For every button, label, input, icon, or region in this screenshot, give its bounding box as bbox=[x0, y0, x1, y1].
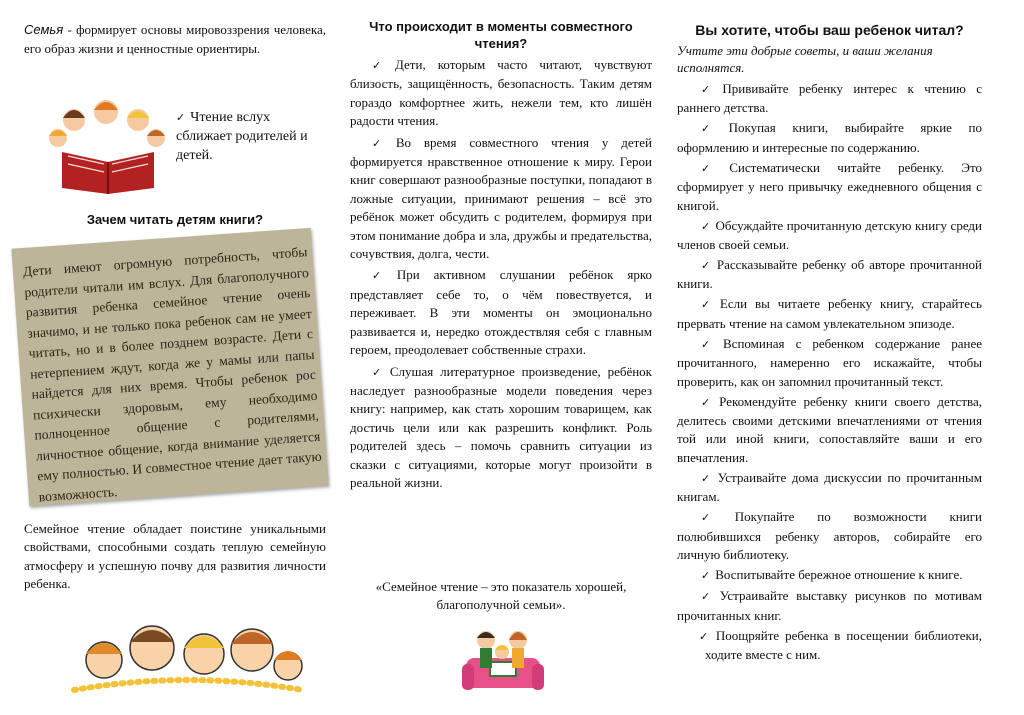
list-item bbox=[677, 295, 982, 333]
checkmark-icon: ✓ bbox=[701, 590, 715, 604]
note-text: Дети имеют огромную потребность, чтобы родители читали им вслух. Для благополучного развития ребенка семейное чтение очень значимо, и не только пока ребенок сам не умеет читать, но и в более позднем возрасте. Дети с нетерпением ждут, когда же у мамы или папы найдется для них время. Чтобы ребенок рос психически здоровым, ему необходимо полноценное общение с родителями, личностное общение, когда внимание уделяется ему полностью. И совместное чтение дает такую возможность. bbox=[22, 244, 323, 504]
list-item bbox=[677, 469, 982, 507]
checkmark-icon: ✓ bbox=[372, 59, 391, 72]
list-item-text: Если вы читаете ребенку книгу, старайтесь прервать чтение на самом увлекательном эпизоде. bbox=[677, 296, 982, 331]
list-item-text: Рекомендуйте ребенку книги своего детства, делитесь своими детскими впечатлениями от чтения той или иной книги, сопоставляйте ваши и его впечатления. bbox=[677, 393, 983, 465]
checkmark-icon: ✓ bbox=[701, 569, 711, 583]
list-item-text: Устраивайте дома дискуссии по прочитанным книгам. bbox=[677, 469, 983, 505]
list-item-text: Покупая книги, выбирайте яркие по оформлению и интересные по содержанию. bbox=[677, 120, 982, 155]
list-item-text: Вспоминая с ребенком содержание ранее прочитанного, намеренно его искажайте, чтобы проверить, как он запомнил прочитанный текст. bbox=[677, 335, 982, 389]
intro-lead-word: Семья bbox=[24, 22, 64, 37]
checkmark-icon: ✓ bbox=[372, 365, 385, 379]
list-item bbox=[677, 393, 982, 468]
checkmark-icon: ✓ bbox=[699, 629, 711, 643]
list-item-text: Покупайте по возможности книги полюбившихся ребенку авторов, собирайте его личную библиотеку. bbox=[677, 509, 982, 563]
list-item bbox=[677, 159, 982, 215]
checkmark-icon: ✓ bbox=[701, 122, 724, 136]
list-item bbox=[677, 587, 982, 625]
list-item bbox=[677, 119, 982, 157]
list-item bbox=[677, 627, 982, 665]
tips-heading: Вы хотите, чтобы ваш ребенок читал? bbox=[695, 22, 964, 38]
list-item-text: Воспитывайте бережное отношение к книге. bbox=[715, 567, 963, 583]
note-card bbox=[11, 228, 328, 506]
intro-text: - формирует основы мировоззрения человека, его образ жизни и ценностные ориентиры. bbox=[24, 22, 326, 56]
list-item-text: Слушая литературное произведение, ребёнок наследует разнообразные модели поведения через книгу: например, как стать хорошим товарищем, как достичь цели или как разрешить конфликт. Роль родителей здесь – помочь сравнить ситуации из сказки с ситуациями, которые могут произойти в реальной жизни. bbox=[350, 363, 652, 490]
outro-paragraph: Семейное чтение обладает поистине уникальными свойствами, способными создать теплую семейную атмосферу и успешную почву для развития личности ребенка. bbox=[24, 521, 326, 592]
check-item-text: Чтение вслух сближает родителей и детей. bbox=[176, 110, 308, 163]
checkmark-icon: ✓ bbox=[701, 161, 725, 175]
checkmark-icon: ✓ bbox=[701, 395, 715, 409]
list-item bbox=[677, 566, 982, 585]
list-item bbox=[677, 335, 982, 391]
children-illustration bbox=[70, 614, 306, 694]
why-read-heading: Зачем читать детям книги? bbox=[86, 212, 264, 227]
joint-reading-list bbox=[350, 56, 652, 495]
check-item bbox=[176, 108, 326, 165]
list-item bbox=[350, 134, 652, 264]
list-item-text: Рассказывайте ребенку об авторе прочитанной книги. bbox=[677, 257, 983, 292]
list-item-text: Прививайте ребенку интерес к чтению с раннего детства. bbox=[677, 81, 982, 116]
checkmark-icon: ✓ bbox=[701, 471, 713, 485]
list-item bbox=[677, 217, 982, 255]
tips-subtitle: Учтите эти добрые советы, и ваши желания исполнятся. bbox=[677, 43, 933, 75]
intro-paragraph bbox=[24, 20, 326, 58]
checkmark-icon: ✓ bbox=[701, 219, 711, 233]
family-reading-illustration bbox=[44, 90, 172, 194]
checkmark-icon: ✓ bbox=[701, 337, 718, 351]
list-item bbox=[350, 56, 652, 131]
list-item bbox=[350, 363, 652, 493]
tips-list bbox=[677, 80, 982, 666]
checkmark-icon: ✓ bbox=[701, 298, 715, 312]
list-item bbox=[677, 80, 982, 118]
list-item-text: При активном слушании ребёнок ярко представляет себе то, о чём повествуется, и переживает. В эти моменты он эмоционально развивается и, нередко отождествляя себя с главным героем, преодолевает собственные страхи. bbox=[350, 267, 652, 358]
checkmark-icon: ✓ bbox=[176, 111, 186, 124]
joint-reading-heading: Что происходит в моменты совместного чтения? bbox=[369, 19, 633, 51]
list-item bbox=[677, 256, 982, 294]
list-item bbox=[350, 266, 652, 359]
list-item-text: Дети, которым часто читают, чувствуют близость, защищённость, безопасность. Таким детям гораздо комфортнее жить, нежели тем, кто лишён радости чтения. bbox=[350, 57, 652, 129]
checkmark-icon: ✓ bbox=[372, 269, 392, 283]
list-item-text: Устраивайте выставку рисунков по мотивам прочитанных книг. bbox=[677, 588, 982, 623]
quote: «Семейное чтение – это показатель хорошей, благополучной семьи». bbox=[375, 579, 627, 612]
list-item-text: Поощряйте ребенка в посещении библиотеки, ходите вместе с ним. bbox=[705, 627, 982, 662]
list-item-text: Систематически читайте ребенку. Это сформирует у него привычку ежедневного общения с книгой. bbox=[677, 159, 983, 213]
list-item-text: Во время совместного чтения у детей формируется нравственное отношение к миру. Герои книг совершают разнообразные поступки, попадают в ложные ситуации, принимают решения – всё это ребёнок может обсудить с родителем, формируя при этом понимание добра и зла, дружбы и предательства, сочувствия, долга, чести. bbox=[350, 134, 652, 262]
checkmark-icon: ✓ bbox=[701, 83, 718, 96]
checkmark-icon: ✓ bbox=[372, 136, 391, 150]
list-item-text: Обсуждайте прочитанную детскую книгу среди членов своей семьи. bbox=[677, 217, 982, 253]
checkmark-icon: ✓ bbox=[701, 259, 712, 273]
checkmark-icon: ✓ bbox=[701, 511, 730, 525]
list-item bbox=[677, 508, 982, 564]
family-sofa-illustration bbox=[462, 618, 544, 696]
